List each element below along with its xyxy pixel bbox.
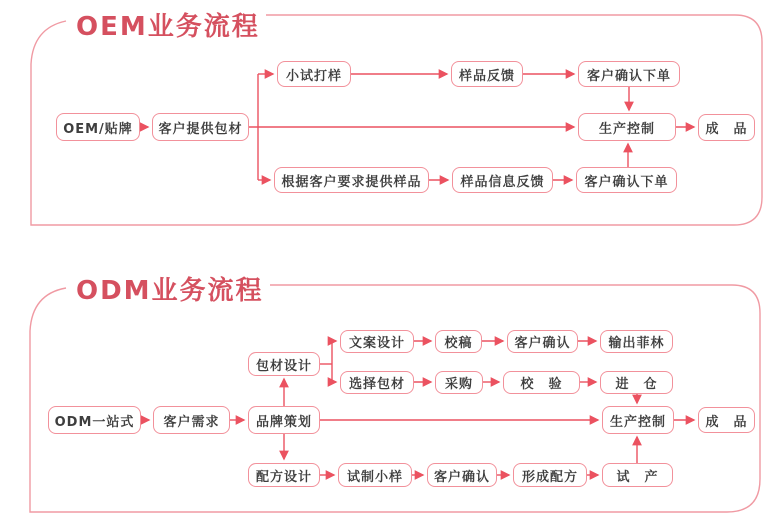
node-odm-purchasing: 采购	[435, 371, 483, 394]
node-oem-trial-sample: 小试打样	[277, 61, 351, 87]
node-oem-finished-product: 成 品	[698, 114, 755, 141]
node-odm-output-film: 输出菲林	[600, 330, 673, 353]
oem-section-title: OEM业务流程	[70, 6, 266, 43]
node-odm-copy-design: 文案设计	[340, 330, 414, 353]
node-odm-start: ODM一站式	[48, 406, 141, 434]
node-odm-finished-product: 成 品	[698, 407, 755, 433]
node-odm-proofreading: 校稿	[435, 330, 482, 353]
node-odm-trial-production: 试 产	[602, 463, 673, 487]
node-oem-confirm-order-bottom: 客户确认下单	[576, 167, 677, 193]
node-odm-production-control: 生产控制	[602, 406, 674, 434]
node-odm-trial-small-sample: 试制小样	[338, 463, 412, 487]
odm-section-title: ODM业务流程	[70, 270, 270, 307]
node-oem-production-control: 生产控制	[578, 113, 676, 141]
node-oem-sample-info-feedback: 样品信息反馈	[452, 167, 553, 193]
node-odm-select-packaging: 选择包材	[340, 371, 414, 394]
node-odm-formula-design: 配方设计	[248, 463, 320, 487]
node-oem-start: OEM/贴牌	[56, 113, 140, 141]
node-odm-verification: 校 验	[503, 371, 580, 394]
node-odm-customer-needs: 客户需求	[153, 406, 230, 434]
node-odm-customer-confirm-2: 客户确认	[427, 463, 497, 487]
node-oem-confirm-order-top: 客户确认下单	[578, 61, 680, 87]
node-odm-warehousing: 进 仓	[600, 371, 673, 394]
node-odm-customer-confirm-1: 客户确认	[507, 330, 578, 353]
node-oem-customer-packaging: 客户提供包材	[152, 113, 249, 141]
node-oem-provide-samples: 根据客户要求提供样品	[274, 167, 429, 193]
node-odm-brand-planning: 品牌策划	[248, 406, 320, 434]
node-oem-sample-feedback: 样品反馈	[451, 61, 523, 87]
node-odm-form-formula: 形成配方	[513, 463, 587, 487]
node-odm-packaging-design: 包材设计	[248, 352, 320, 376]
